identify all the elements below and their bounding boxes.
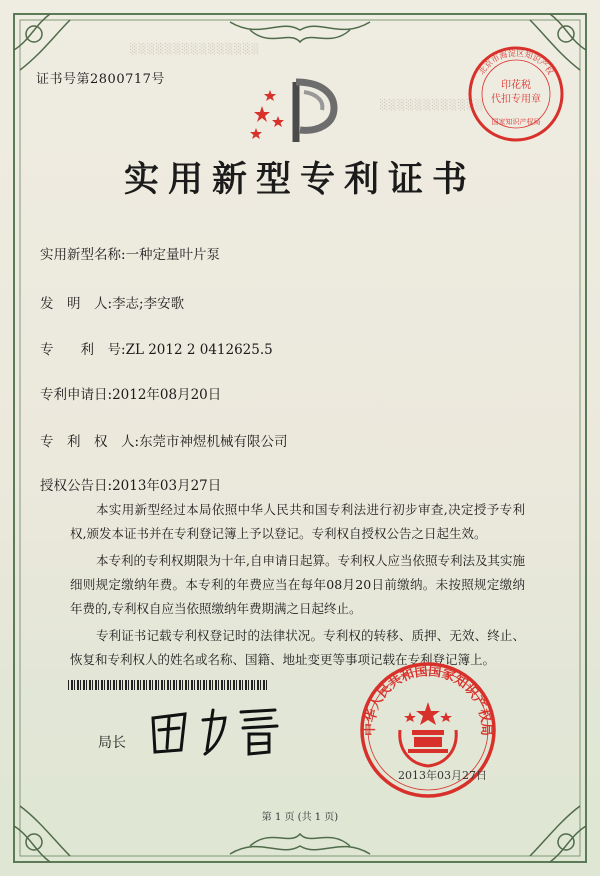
field-label: 专 利 权 人: — [40, 434, 140, 450]
seal-line-2: 代扣专用章 — [491, 94, 541, 105]
corner-ornament-tl — [14, 14, 70, 70]
body-paragraph: 本实用新型经过本局依照中华人民共和国专利法进行初步审查,决定授予专利权,颁发本证书并在专利登记簿上予以登记。专利权自授权公告之日起生效。 — [70, 502, 525, 541]
field-label: 授权公告日: — [40, 478, 113, 494]
svg-text:北京市海淀区知识产权 — [476, 48, 555, 76]
field-application-date — [40, 383, 221, 403]
body-paragraph: 专利证书记载专利权登记时的法律状况。专利权的转移、质押、无效、终止、恢复和专利权人的姓名或名称、国籍、地址变更等事项记载在专利登记簿上。 — [70, 628, 525, 667]
field-value: 2013年03月27日 — [112, 478, 222, 494]
seal-line-1: 印花税 — [501, 80, 531, 91]
patent-office-logo — [250, 72, 346, 152]
national-emblem-icon — [400, 702, 456, 766]
watermark-line: ░░░░░░░░░░░░ — [380, 100, 485, 111]
certificate-title: 实用新型专利证书 — [123, 159, 476, 200]
svg-text:中华人民共和国国家知识产权局 — [362, 663, 494, 736]
page-number: 第 1 页 (共 1 页) — [261, 812, 339, 823]
top-center-ornament — [230, 22, 370, 42]
seal-ring-text: 中华人民共和国国家知识产权局 — [362, 664, 494, 737]
body-paragraph: 本专利的专利权期限为十年,自申请日起算。专利权人应当依照专利法及其实施细则规定缴纳年费。本专利的年费应当在每年08月20日前缴纳。未按照规定缴纳年费的,专利权自应当依照缴纳年费期满之日起终止。 — [70, 553, 525, 616]
field-utility-name — [40, 243, 220, 263]
field-value: 一种定量叶片泵 — [125, 247, 221, 263]
seal-ring-text: 北京市海淀区知识产权 — [477, 48, 555, 77]
seal-line-3: 国家知识产权局 — [491, 118, 541, 126]
field-value: 2012年08月20日 — [112, 387, 222, 403]
director-signature — [145, 700, 285, 760]
watermark-line: ░░░░░░░░░░░░░░░ — [130, 44, 261, 55]
field-patentee — [40, 430, 288, 450]
field-value: ZL 2012 2 0412625.5 — [125, 342, 273, 358]
field-inventor — [40, 292, 184, 312]
field-label: 专 利 号: — [40, 342, 126, 358]
field-patent-number — [40, 338, 273, 358]
field-value: 李志;李安歌 — [112, 296, 185, 312]
seal-date: 2013年03月27日 — [398, 769, 487, 782]
tax-seal-stamp — [466, 44, 566, 144]
certificate-number: 证书号第2800717号 — [36, 72, 165, 87]
field-label: 专利申请日: — [40, 387, 113, 403]
field-label: 实用新型名称: — [40, 247, 126, 263]
director-label: 局长 — [98, 735, 126, 751]
bottom-center-ornament — [230, 834, 370, 854]
field-grant-date — [40, 474, 221, 494]
field-value: 东莞市神煜机械有限公司 — [139, 434, 288, 450]
field-label: 发 明 人: — [40, 296, 113, 312]
certificate-body — [70, 498, 525, 675]
barcode-strip — [68, 680, 268, 690]
